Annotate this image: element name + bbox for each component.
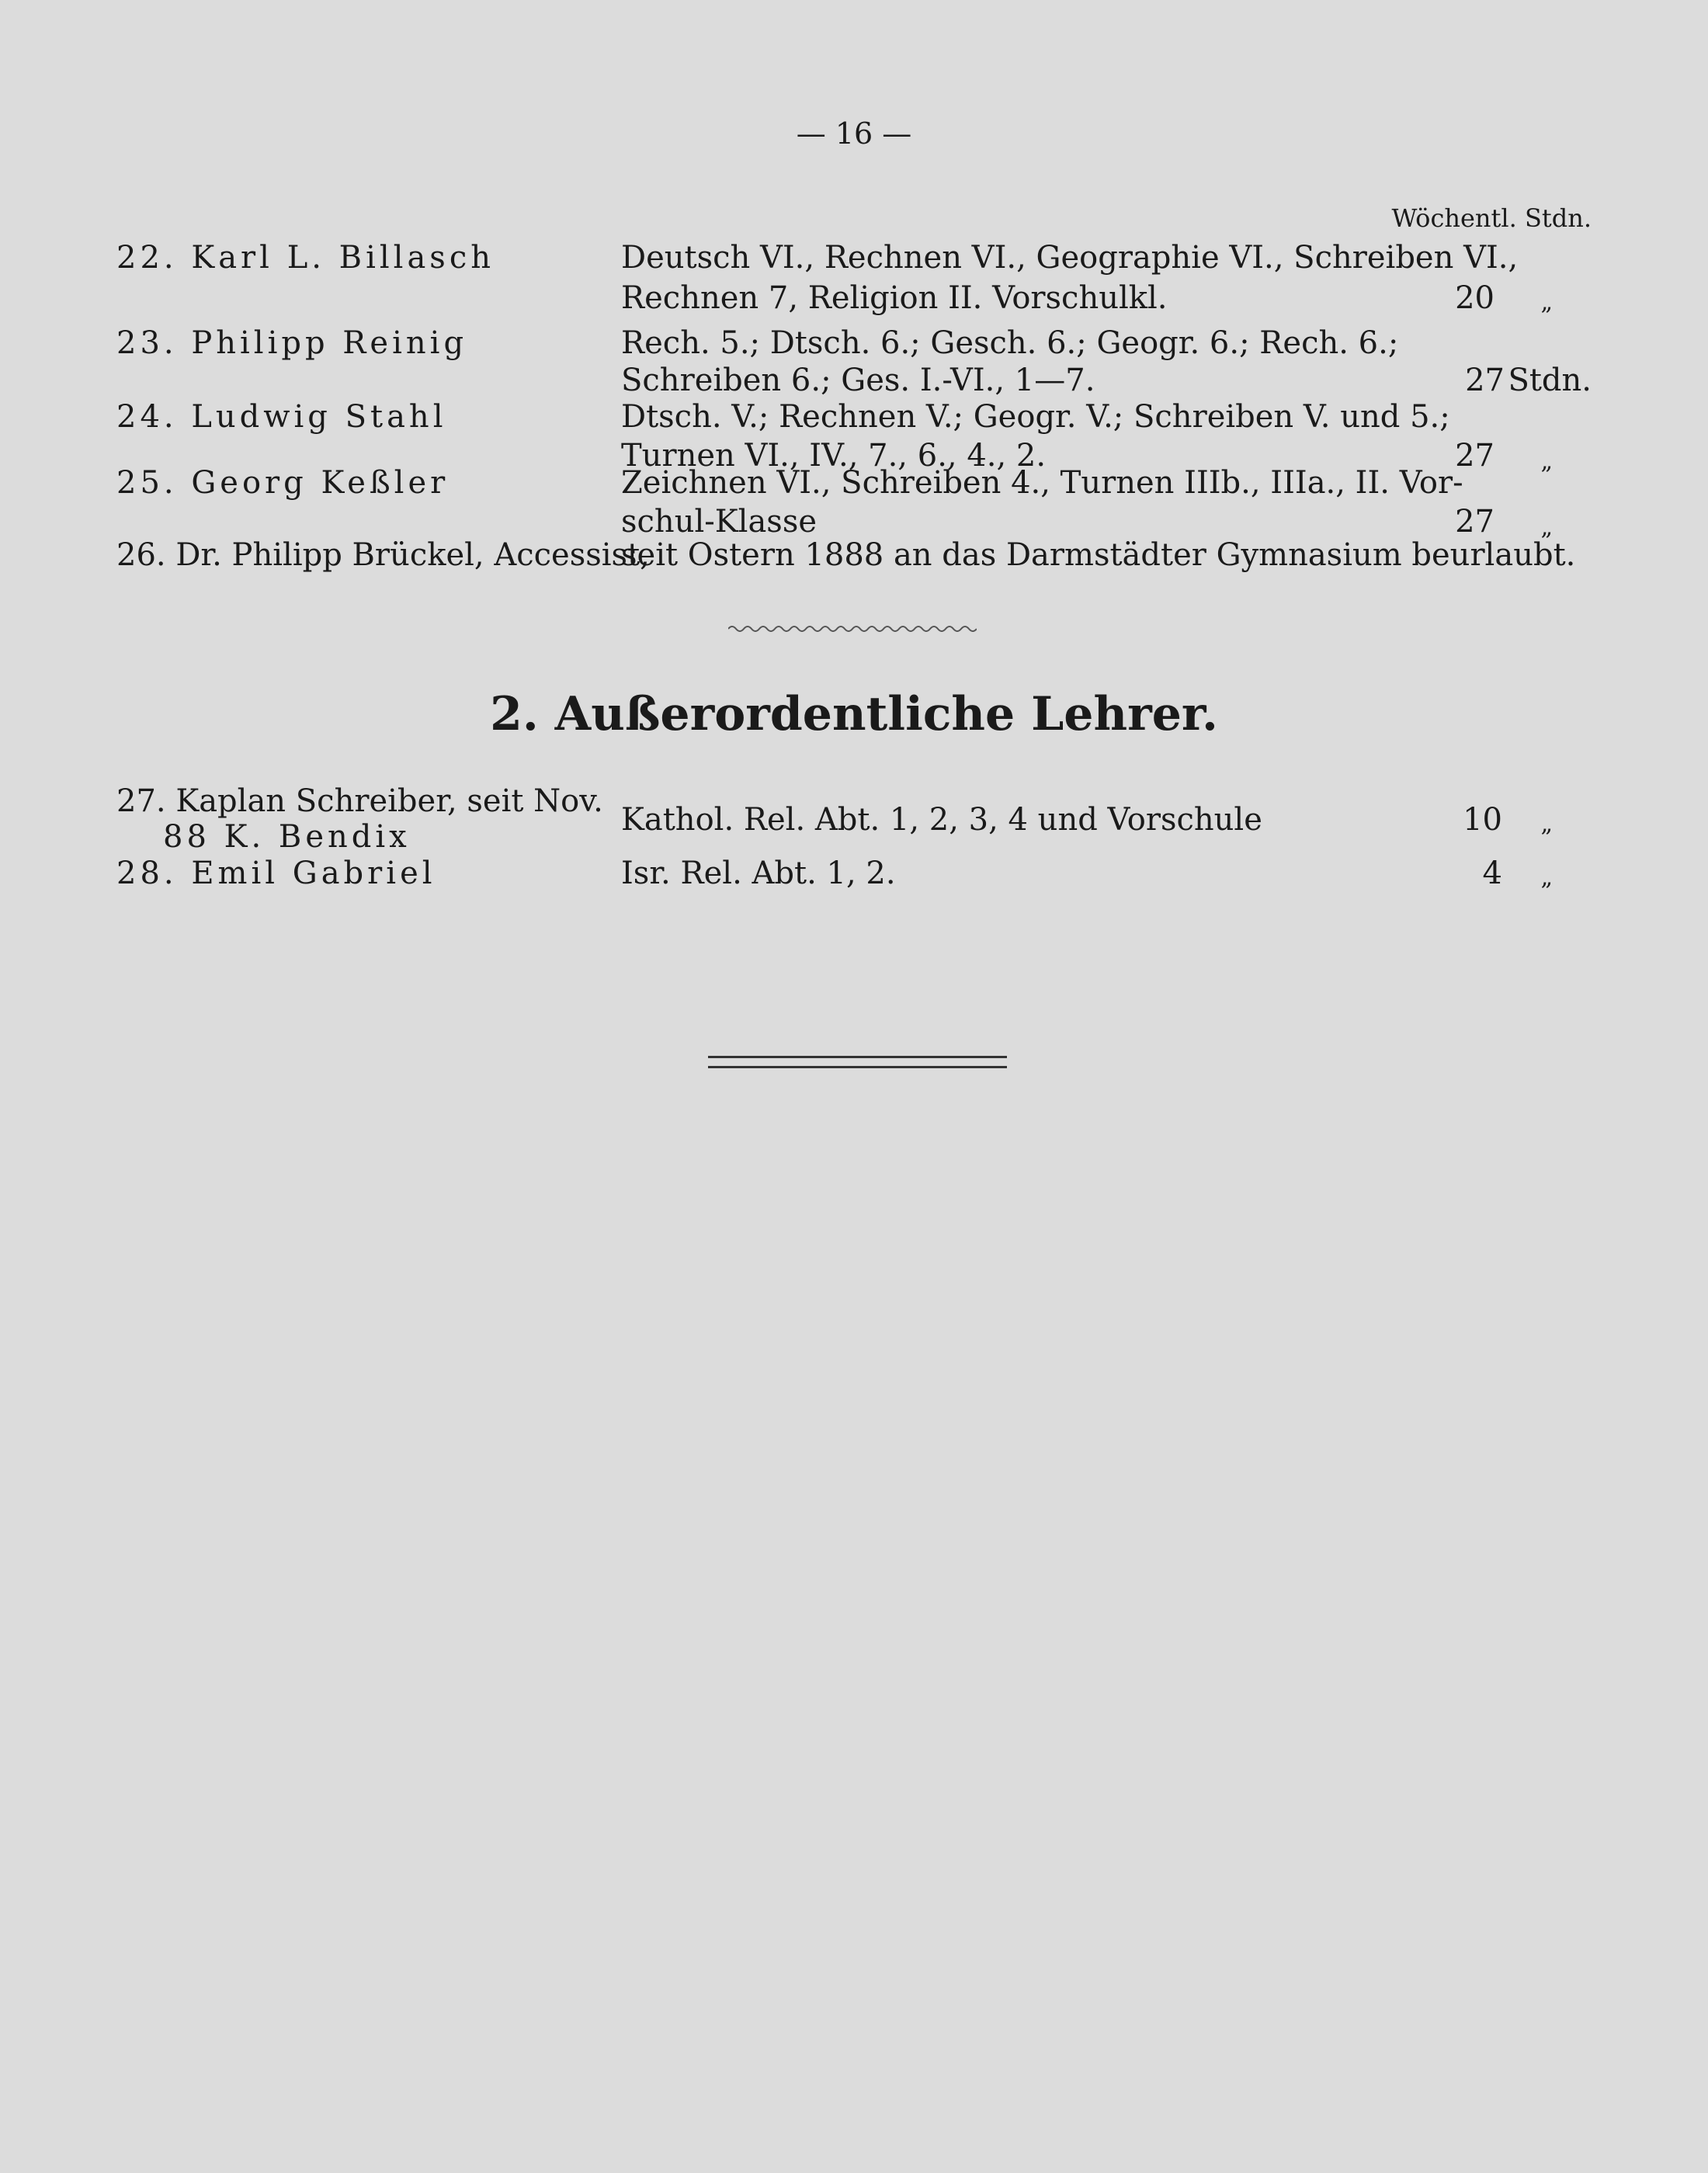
subject-line: Kathol. Rel. Abt. 1, 2, 3, 4 und Vorschule bbox=[621, 802, 1262, 838]
subjects-line-2: Schreiben 6.; Ges. I.-VI., 1—7. bbox=[621, 363, 1095, 398]
subjects-line-1: Deutsch VI., Rechnen VI., Geographie VI., Schreiben VI., bbox=[621, 240, 1519, 276]
subjects-line-2: Rechnen 7, Religion II. Vorschulkl. bbox=[621, 280, 1168, 316]
teacher-row bbox=[0, 322, 1708, 408]
weekly-hours: 10 bbox=[1463, 802, 1502, 838]
subjects-line-1: Rech. 5.; Dtsch. 6.; Gesch. 6.; Geogr. 6.; Rech. 6.; bbox=[621, 325, 1399, 361]
weekly-hours: 20 bbox=[1455, 280, 1494, 316]
hours-unit: „ bbox=[1540, 289, 1553, 316]
hours-unit: „ bbox=[1540, 514, 1553, 541]
teacher-name: 24. Ludwig Stahl bbox=[116, 399, 447, 435]
double-rule-divider bbox=[708, 1056, 1007, 1068]
teacher-name: 26. Dr. Philipp Brückel, Accessist, bbox=[116, 537, 650, 573]
subject-line: Isr. Rel. Abt. 1, 2. bbox=[621, 856, 896, 891]
subjects-line-1: Dtsch. V.; Rechnen V.; Geogr. V.; Schreiben V. und 5.; bbox=[621, 399, 1450, 435]
teacher-name: 28. Emil Gabriel bbox=[116, 856, 436, 891]
subjects-line-2: schul-Klasse bbox=[621, 504, 818, 540]
weekly-hours: 27 bbox=[1455, 504, 1494, 540]
subjects-line-2: Turnen VI., IV., 7., 6., 4., 2. bbox=[621, 438, 1047, 474]
hours-unit: „ bbox=[1540, 811, 1553, 838]
weekly-hours: 27 bbox=[1465, 363, 1505, 398]
wavy-separator bbox=[728, 621, 977, 637]
hours-unit: Stdn. bbox=[1508, 363, 1592, 398]
weekly-hours: 4 bbox=[1482, 856, 1502, 891]
teacher-row bbox=[0, 237, 1708, 322]
teacher-name: 27. Kaplan Schreiber, seit Nov. bbox=[116, 783, 603, 819]
weekly-hours: 27 bbox=[1455, 438, 1494, 474]
hours-column-header: Wöchentl. Stdn. bbox=[1391, 203, 1592, 233]
teacher-name: 25. Georg Keßler bbox=[116, 465, 450, 501]
teacher-row bbox=[0, 534, 1708, 581]
teacher-name-continued: 88 K. Bendix bbox=[163, 819, 411, 855]
teacher-name: 22. Karl L. Billasch bbox=[116, 240, 495, 276]
page-number: — 16 — bbox=[796, 116, 912, 151]
hours-unit: „ bbox=[1540, 864, 1553, 891]
teacher-row bbox=[0, 852, 1708, 899]
subjects-line-1: Zeichnen VI., Schreiben 4., Turnen IIIb., IIIa., II. Vor- bbox=[621, 465, 1463, 501]
section-title: 2. Außerordentliche Lehrer. bbox=[490, 687, 1218, 741]
hours-unit: „ bbox=[1540, 448, 1553, 475]
teacher-name: 23. Philipp Reinig bbox=[116, 325, 468, 361]
subjects-line-1: seit Ostern 1888 an das Darmstädter Gymnasium beurlaubt. bbox=[621, 537, 1576, 573]
